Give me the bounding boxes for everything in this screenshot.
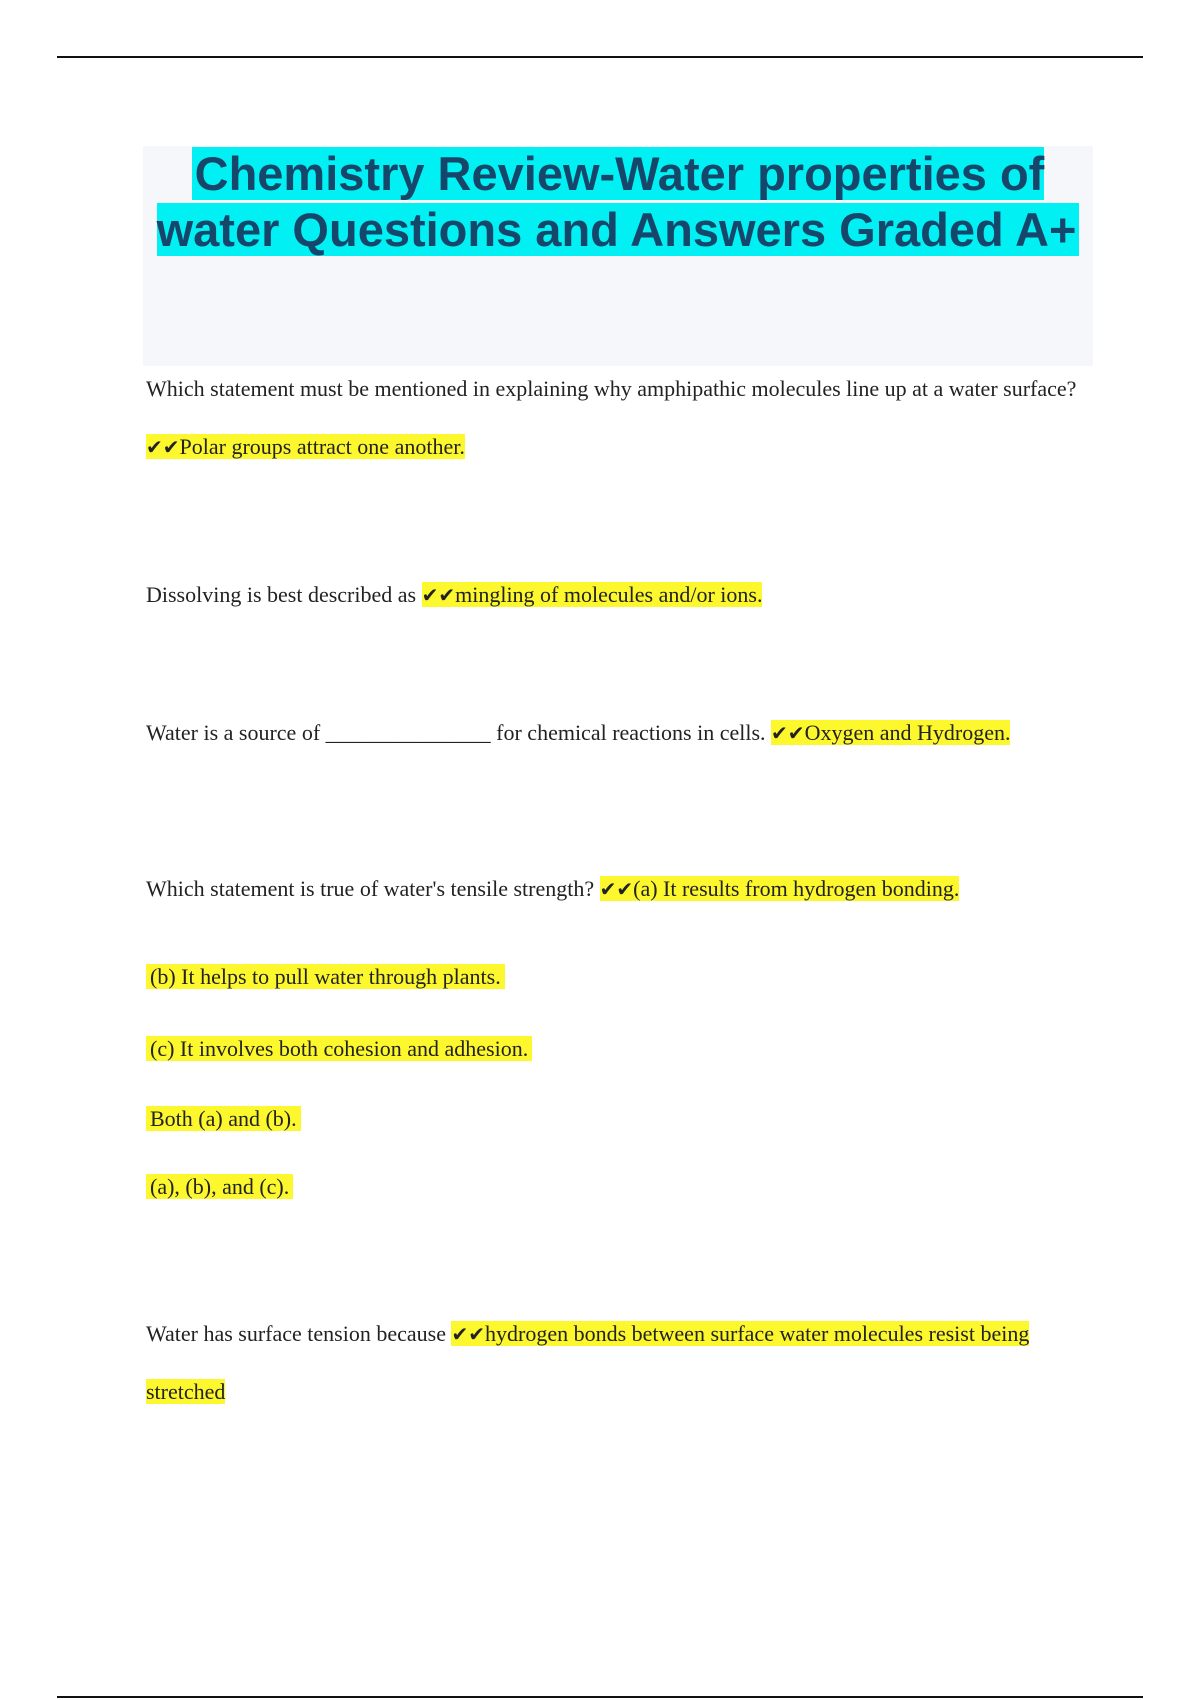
- answer-highlight: [600, 876, 960, 901]
- question-5: [146, 1305, 1096, 1421]
- question-1: [146, 360, 1096, 476]
- question-4: [146, 860, 1096, 918]
- question-text: Which statement is true of water's tensile strength?: [146, 876, 600, 901]
- check-mark-icon: ✔✔: [771, 721, 805, 745]
- question-text: Water has surface tension because: [146, 1321, 452, 1346]
- question-2: [146, 566, 1096, 624]
- check-mark-icon: ✔✔: [599, 877, 634, 901]
- answer-option-all: (a), (b), and (c).: [146, 1172, 1096, 1202]
- check-mark-icon: ✔✔: [421, 583, 456, 607]
- check-mark-icon: ✔✔: [146, 435, 180, 459]
- answer-text: (a) It results from hydrogen bonding.: [633, 876, 960, 901]
- answer-option-c: (c) It involves both cohesion and adhesion.: [146, 1034, 1096, 1064]
- question-text: Which statement must be mentioned in explaining why amphipathic molecules line up at a water surface?: [146, 376, 1077, 401]
- check-mark-icon: ✔✔: [451, 1322, 485, 1346]
- bottom-rule: [57, 1696, 1143, 1698]
- document-title: Chemistry Review-Water properties of water Questions and Answers Graded A+: [143, 146, 1093, 258]
- answer-option-b: (b) It helps to pull water through plants.: [146, 962, 1096, 992]
- answer-highlight: [146, 434, 465, 459]
- top-rule: [57, 56, 1143, 58]
- answer-highlight: [422, 582, 763, 607]
- answer-highlight: [771, 720, 1010, 745]
- answer-text: Polar groups attract one another.: [179, 434, 465, 459]
- question-text: Water is a source of _______________ for chemical reactions in cells.: [146, 720, 772, 745]
- answer-option-both: Both (a) and (b).: [146, 1104, 1096, 1134]
- answer-text: hydrogen bonds between surface water molecules resist being stretched: [146, 1321, 1030, 1404]
- question-3: [146, 704, 1096, 762]
- answer-text: Oxygen and Hydrogen.: [804, 720, 1011, 745]
- answer-text: mingling of molecules and/or ions.: [455, 582, 763, 607]
- qa-content: [146, 360, 1096, 1421]
- question-text: Dissolving is best described as: [146, 582, 422, 607]
